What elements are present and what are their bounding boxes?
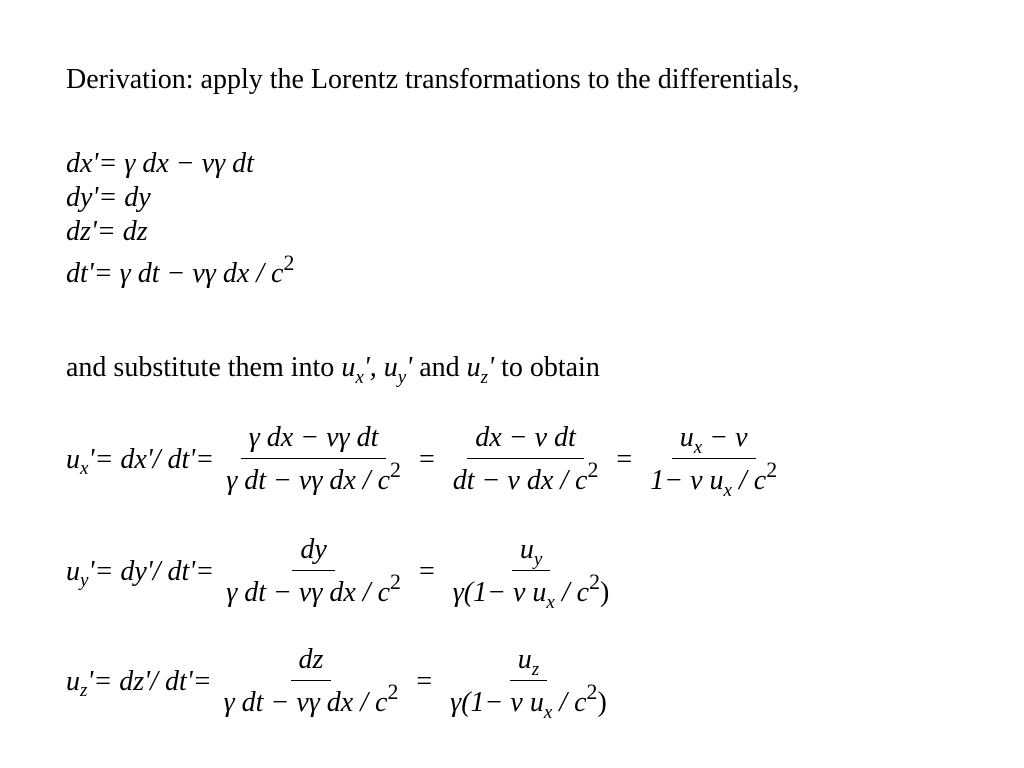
ux-f3-den-a: 1− v u xyxy=(650,465,724,496)
substitute-end: to obtain xyxy=(494,352,600,383)
uz-equals: = xyxy=(416,665,433,697)
ux-equals-2: = xyxy=(616,443,633,475)
substitute-ux: u xyxy=(341,352,356,383)
substitute-uz-tail: ' xyxy=(488,352,495,383)
uz-lhs-rest: '= dz'/ dt'= xyxy=(87,665,212,697)
ux-f1-den-text: γ dt − vγ dx / c xyxy=(226,465,391,496)
uy-f2-den-a: γ(1− v u xyxy=(452,577,547,608)
uz-f2-den-b: / c xyxy=(552,687,587,718)
uy-f2-den-close: ) xyxy=(600,577,610,608)
substitute-ux-tail: ', xyxy=(363,352,384,383)
uy-lhs-sub: y xyxy=(80,570,89,592)
uy-lhs xyxy=(66,555,215,592)
uz-f1-den-exp: 2 xyxy=(387,680,399,704)
uz-f2-den-exp: 2 xyxy=(586,680,598,704)
uz-f2-denominator xyxy=(442,680,615,723)
ux-lhs-rest: '= dx'/ dt'= xyxy=(88,443,215,475)
substitute-uy-tail: ' xyxy=(406,352,413,383)
uy-f2-num-sub: y xyxy=(533,548,543,570)
lorentz-dt xyxy=(66,251,295,289)
ux-lhs xyxy=(66,443,215,480)
uz-fraction-1 xyxy=(216,646,407,717)
ux-lhs-sub: x xyxy=(80,458,89,480)
uy-f1-numerator: dy xyxy=(292,536,334,571)
ux-fraction-1 xyxy=(218,424,409,495)
lorentz-dy: dy'= dy xyxy=(66,182,151,213)
substitute-text xyxy=(66,352,600,388)
uy-fraction-2 xyxy=(445,534,618,613)
uz-f1-denominator xyxy=(216,681,407,717)
uz-lhs-u: u xyxy=(66,665,80,697)
uy-f2-den-b: / c xyxy=(554,577,590,608)
substitute-lead: and substitute them into xyxy=(66,352,342,383)
ux-f2-den-text: dt − v dx / c xyxy=(452,465,588,496)
ux-f3-den-b: / c xyxy=(731,465,767,496)
uz-lhs xyxy=(66,665,212,702)
substitute-uz: u xyxy=(466,352,481,383)
uy-lhs-rest: '= dy'/ dt'= xyxy=(88,555,215,587)
substitute-and: and xyxy=(412,352,467,383)
lorentz-dt-exp: 2 xyxy=(283,251,295,275)
uy-f2-denominator xyxy=(445,570,618,613)
ux-f3-num-rest: − v xyxy=(702,422,748,453)
uy-f1-den-text: γ dt − vγ dx / c xyxy=(226,577,391,608)
uz-f2-den-close: ) xyxy=(597,687,607,718)
uz-f2-numerator xyxy=(510,646,547,681)
ux-f2-denominator xyxy=(445,459,607,495)
intro-text: Derivation: apply the Lorentz transformations to the differentials, xyxy=(66,64,800,95)
ux-equals-1: = xyxy=(418,443,435,475)
ux-f1-denominator xyxy=(218,459,409,495)
uy-f1-denominator xyxy=(218,571,409,607)
lorentz-dx: dx'= γ dx − vγ dt xyxy=(66,148,254,179)
ux-f3-num-sub: x xyxy=(693,436,703,458)
equation-uy xyxy=(66,534,621,613)
uy-equals: = xyxy=(418,555,435,587)
uy-f1-den-exp: 2 xyxy=(390,570,401,594)
uy-f2-numerator xyxy=(512,536,550,571)
substitute-uy-sub: y xyxy=(397,366,407,388)
substitute-uz-sub: z xyxy=(480,366,489,388)
uz-fraction-2 xyxy=(442,644,615,723)
uz-f2-den-a: γ(1− v u xyxy=(450,687,544,718)
ux-f1-den-exp: 2 xyxy=(390,458,401,482)
uy-f2-den-exp: 2 xyxy=(589,570,601,594)
uy-f2-num-u: u xyxy=(519,534,534,565)
uy-lhs-u: u xyxy=(66,555,80,587)
lorentz-dt-main: dt'= γ dt − vγ dx / c xyxy=(66,258,284,289)
ux-lhs-u: u xyxy=(66,443,80,475)
uz-f2-num-u: u xyxy=(517,644,532,675)
substitute-uy: u xyxy=(383,352,398,383)
ux-f1-numerator: γ dx − vγ dt xyxy=(241,424,387,459)
ux-f3-den-sub: x xyxy=(723,479,732,501)
ux-f3-den-exp: 2 xyxy=(766,458,778,482)
substitute-ux-sub: x xyxy=(355,366,364,388)
uz-lhs-sub: z xyxy=(80,680,88,702)
uz-f2-num-sub: z xyxy=(531,658,540,680)
uy-f2-den-sub: x xyxy=(546,591,555,613)
ux-f3-denominator xyxy=(642,458,785,501)
uy-fraction-1 xyxy=(218,536,409,607)
equation-ux xyxy=(66,422,789,501)
equation-uz xyxy=(66,644,619,723)
uz-f1-den-text: γ dt − vγ dx / c xyxy=(223,687,388,718)
ux-fraction-3 xyxy=(642,422,785,501)
ux-fraction-2 xyxy=(445,424,607,495)
ux-f2-den-exp: 2 xyxy=(587,458,599,482)
ux-f2-numerator: dx − v dt xyxy=(467,424,584,459)
lorentz-dz: dz'= dz xyxy=(66,216,148,247)
uz-f2-den-sub: x xyxy=(543,701,553,723)
ux-f3-num-u: u xyxy=(679,422,694,453)
uz-f1-numerator: dz xyxy=(291,646,332,681)
ux-f3-numerator xyxy=(672,424,756,459)
